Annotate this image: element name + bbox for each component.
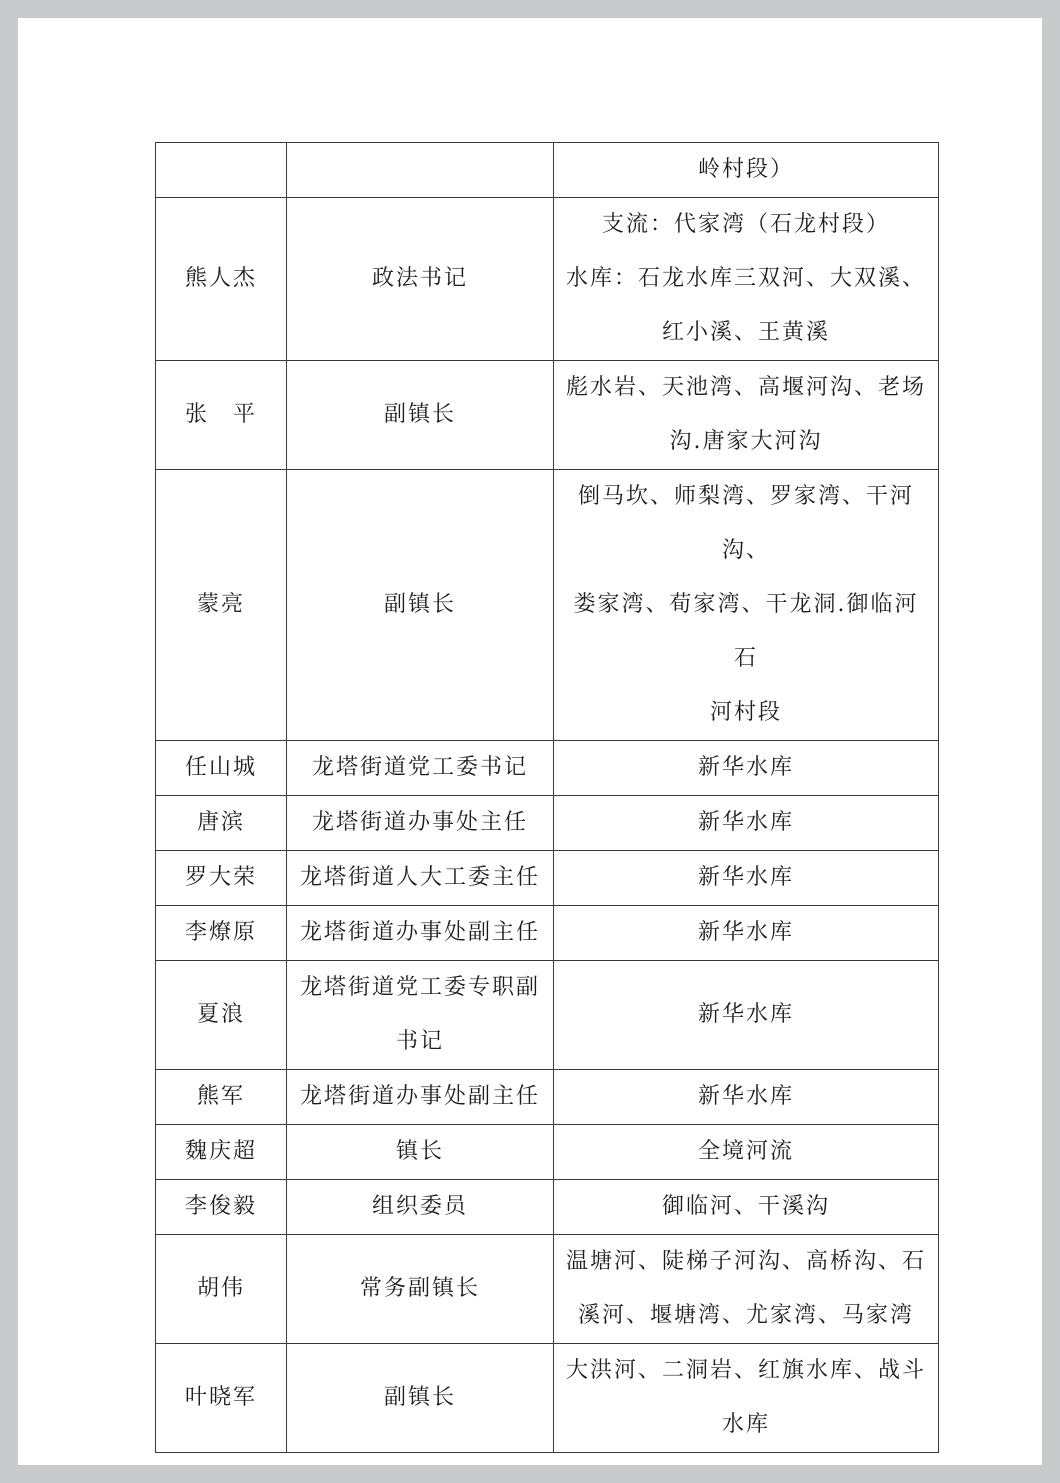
name-cell: 胡伟: [156, 1235, 287, 1344]
table-row: [156, 906, 939, 961]
area-line: 水库：石龙水库三双河、大双溪、: [565, 266, 926, 291]
area-line: 水库: [721, 1412, 770, 1437]
area-cell: [554, 961, 939, 1070]
area-line: 娄家湾、荀家湾、干龙洞.御临河石: [573, 592, 919, 671]
area-cell: [554, 470, 939, 741]
table-row: [156, 1344, 939, 1453]
area-line: 新华水库: [697, 755, 794, 780]
name-cell: 任山城: [156, 741, 287, 796]
area-cell: [554, 906, 939, 961]
table-row: [156, 1180, 939, 1235]
name-cell: 罗大荣: [156, 851, 287, 906]
area-cell: [554, 143, 939, 198]
title-cell: [287, 961, 554, 1070]
name-cell: 李俊毅: [156, 1180, 287, 1235]
area-line: 倒马坎、师梨湾、罗家湾、干河沟、: [577, 484, 914, 563]
responsibility-table: [155, 142, 939, 1453]
area-line: 新华水库: [697, 1002, 794, 1027]
title-line: 龙塔街道党工委专职副: [299, 975, 540, 1000]
area-line: 新华水库: [697, 920, 794, 945]
area-line: 支流：代家湾（石龙村段）: [601, 212, 890, 237]
title-cell: 龙塔街道人大工委主任: [287, 851, 554, 906]
name-cell: 魏庆超: [156, 1125, 287, 1180]
area-line: 河村段: [709, 700, 782, 725]
area-cell: [554, 361, 939, 470]
title-line: 书记: [395, 1029, 444, 1054]
name-cell: 蒙亮: [156, 470, 287, 741]
area-line: 新华水库: [697, 810, 794, 835]
area-cell: [554, 1070, 939, 1125]
area-cell: [554, 741, 939, 796]
area-line: 溪河、堰塘湾、尤家湾、马家湾: [577, 1303, 914, 1328]
area-line: 温塘河、陡梯子河沟、高桥沟、石: [565, 1249, 926, 1274]
table-row: [156, 198, 939, 361]
table-row: [156, 470, 939, 741]
area-line: 新华水库: [697, 1084, 794, 1109]
area-cell: [554, 1344, 939, 1453]
area-cell: [554, 851, 939, 906]
table-row: [156, 796, 939, 851]
name-cell: 夏浪: [156, 961, 287, 1070]
table-row: [156, 1235, 939, 1344]
name-cell: [156, 143, 287, 198]
name-cell: 唐滨: [156, 796, 287, 851]
title-cell: 龙塔街道办事处副主任: [287, 906, 554, 961]
name-cell: 李燎原: [156, 906, 287, 961]
title-cell: 龙塔街道党工委书记: [287, 741, 554, 796]
title-cell: 副镇长: [287, 361, 554, 470]
area-line: 红小溪、王黄溪: [661, 320, 830, 345]
area-line: 岭村段）: [697, 157, 794, 182]
name-cell: 熊人杰: [156, 198, 287, 361]
title-cell: 副镇长: [287, 1344, 554, 1453]
table-row: [156, 1070, 939, 1125]
area-line: 沟.唐家大河沟: [669, 429, 823, 454]
area-line: 御临河、干溪沟: [661, 1194, 830, 1219]
document-page: [18, 18, 1042, 1465]
table-row: [156, 851, 939, 906]
name-cell: 张 平: [156, 361, 287, 470]
area-line: 全境河流: [697, 1139, 794, 1164]
title-cell: 龙塔街道办事处主任: [287, 796, 554, 851]
area-cell: [554, 1180, 939, 1235]
table-row: [156, 361, 939, 470]
table-row: [156, 1125, 939, 1180]
table-row: [156, 143, 939, 198]
table-row: [156, 741, 939, 796]
title-cell: 政法书记: [287, 198, 554, 361]
area-line: 新华水库: [697, 865, 794, 890]
area-line: 大洪河、二洞岩、红旗水库、战斗: [565, 1358, 926, 1383]
area-line: 彪水岩、天池湾、高堰河沟、老场: [565, 375, 926, 400]
name-cell: 叶晓军: [156, 1344, 287, 1453]
table-row: [156, 961, 939, 1070]
title-cell: 组织委员: [287, 1180, 554, 1235]
area-cell: [554, 198, 939, 361]
area-cell: [554, 1125, 939, 1180]
area-cell: [554, 1235, 939, 1344]
title-cell: 龙塔街道办事处副主任: [287, 1070, 554, 1125]
title-cell: 常务副镇长: [287, 1235, 554, 1344]
title-cell: 镇长: [287, 1125, 554, 1180]
name-cell: 熊军: [156, 1070, 287, 1125]
title-cell: 副镇长: [287, 470, 554, 741]
title-cell: [287, 143, 554, 198]
area-cell: [554, 796, 939, 851]
